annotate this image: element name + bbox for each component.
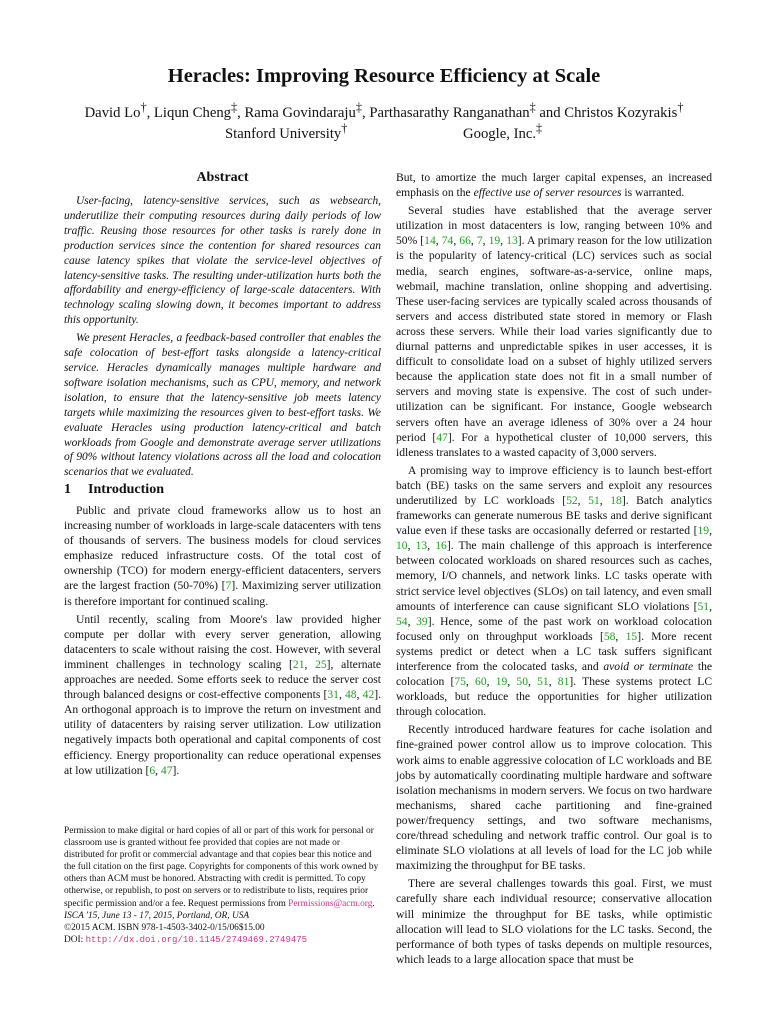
text-run: ]. More recent systems predict or detect when a LC task suffers significant interference from the colocated tasks, and bbox=[396, 629, 712, 673]
citation-link[interactable]: 31 bbox=[327, 688, 339, 702]
citation-link[interactable]: 47 bbox=[160, 763, 173, 777]
copyright-footnote bbox=[64, 825, 381, 946]
citation-link[interactable]: 51 bbox=[537, 675, 549, 689]
permissions-email-link[interactable]: Permissions@acm.org bbox=[288, 898, 373, 909]
citation-link[interactable]: 15 bbox=[625, 629, 638, 643]
text-run: Public and private cloud frameworks allow us to host an increasing number of workloads in large-scale datacenters with tens of thousands of servers. The business models for cloud services emphasize reduced infrastructure costs. Of the total cost of ownership (TCO) for modern energy-efficient datacenters, servers are the largest fraction (50-70%) [ bbox=[64, 504, 381, 593]
citation-link[interactable]: 74 bbox=[441, 234, 454, 248]
citation-link[interactable]: 6 bbox=[149, 763, 156, 777]
text-run: ]. Hence, some of the past work on workload colocation focused only on throughput workloads [ bbox=[396, 614, 712, 643]
author-conjunction: and bbox=[539, 104, 561, 121]
citation-list: 58, 15 bbox=[603, 629, 638, 643]
text-run: ]. bbox=[172, 763, 180, 777]
citation-link[interactable]: 66 bbox=[459, 234, 471, 248]
citation-list: 52, 51, 18 bbox=[566, 493, 622, 507]
citation-link[interactable]: 39 bbox=[416, 614, 428, 628]
citation-link[interactable]: 19 bbox=[488, 234, 501, 248]
text-run: the colocation [ bbox=[396, 660, 713, 689]
author-mark: † bbox=[677, 100, 684, 114]
author-name: David Lo bbox=[84, 104, 141, 121]
citation-link[interactable]: 19 bbox=[495, 675, 508, 689]
paragraph: There are several challenges towards this goal. First, we must carefully share each individual resource; conservative allocation will minimize the throughput for BE tasks, while optimistic allocation will lead to SLO violations for the LC tasks. Second, the performance of both types of tasks depends on multiple resources, which leads to a large allocation space that must be bbox=[396, 877, 712, 966]
citation-link[interactable]: 58 bbox=[603, 629, 616, 643]
citation-link[interactable]: 51 bbox=[588, 493, 600, 507]
paragraph bbox=[64, 503, 381, 609]
citation-link[interactable]: 60 bbox=[475, 675, 487, 689]
citation-list: 19, 10, 13, 16 bbox=[396, 524, 712, 553]
author-name: Christos Kozyrakis bbox=[564, 104, 678, 121]
right-column bbox=[396, 170, 712, 970]
citation-link[interactable]: 19 bbox=[697, 524, 710, 538]
text-run: Until recently, scaling from Moore's law provided higher compute per dollar with every server generation, allowing datacenters to scale without raising the cost. However, with several imminent challenges in technology scaling [ bbox=[64, 612, 381, 671]
paragraph bbox=[396, 203, 712, 460]
abstract-heading: Abstract bbox=[196, 170, 249, 185]
author-mark: ‡ bbox=[355, 100, 362, 114]
text-run: Several studies have established that the average server utilization in most datacenters is low, ranging between 10% and 50% [ bbox=[396, 204, 712, 248]
citation-link[interactable]: 14 bbox=[424, 234, 436, 248]
author-mark: ‡ bbox=[529, 100, 536, 114]
abstract-body bbox=[64, 194, 381, 483]
abstract-paragraph: User-facing, latency-sensitive services, such as websearch, underutilize their computing resources during daily periods of low traffic. Reusing those resources for other tasks is rarely done in production services since the contention for shared resources can cause latency spikes that violate the service-level objectives of latency-sensitive tasks. The resulting under-utilization hurts both the affordability and energy-efficiency of large-scale datacenters. With technology scaling slowing down, it becomes important to address this opportunity. bbox=[64, 195, 381, 327]
citation-link[interactable]: 7 bbox=[476, 234, 483, 248]
affiliation-mark: † bbox=[341, 121, 348, 135]
text-run: ]. Batch analytics frameworks can generate numerous BE tasks and derive significant value even if these tasks are occasionally deferred or restarted [ bbox=[396, 493, 713, 538]
doi-link[interactable]: http://dx.doi.org/10.1145/2749469.2749475 bbox=[85, 934, 308, 945]
text-run: ]. An orthogonal approach is to improve the return on investment and utility of datacenters by raising server utilization. Low utilization negatively impacts both operational and capital components of cost efficiency. Energy proportionality can reduce operational expenses at low utilization [ bbox=[64, 688, 381, 777]
citation-link[interactable]: 18 bbox=[610, 493, 622, 507]
text-run: But, to amortize the much larger capital expenses, an increased emphasis on the bbox=[396, 171, 712, 200]
doi-line bbox=[64, 934, 381, 946]
text-run: ]. A primary reason for the low utilization is the popularity of latency-critical (LC) services such as social media, search engines, software-as-a-service, online maps, webmail, machine translation, online shopping and advertising. These user-facing services are typically scaled across thousands of servers and access distributed state stored in memory or Flash across these servers. While their load varies significantly due to diurnal patterns and unpredictable spikes in user accesses, it is difficult to consolidate load on a subset of highly utilized servers because the application state does not fit in a small number of servers and moving state is expensive. The cost of such under-utilization can be significant. For instance, Google websearch servers often have an average idleness of 30% over a 24 hour period [ bbox=[396, 234, 713, 444]
citation-list: 51, 54, 39 bbox=[396, 599, 712, 628]
text-run: ], alternate approaches are needed. Some efforts seek to reduce the server cost through balanced designs or cost-effective components [ bbox=[64, 657, 381, 702]
affiliation-google bbox=[463, 119, 542, 144]
section-heading-introduction bbox=[64, 482, 164, 498]
conference-info: ISCA '15, June 13 - 17, 2015, Portland, OR, USA bbox=[64, 910, 250, 921]
doi-label: DOI: bbox=[64, 934, 86, 945]
paper-title: Heracles: Improving Resource Efficiency at Scale bbox=[167, 65, 601, 87]
section-title: Introduction bbox=[88, 482, 164, 497]
author-mark: ‡ bbox=[231, 100, 238, 114]
permission-notice bbox=[64, 825, 381, 910]
citation-link[interactable]: 21 bbox=[292, 657, 305, 671]
text-run: A promising way to improve efficiency is to launch best-effort batch (BE) tasks on the same servers and exploit any resources underutilized by LC workloads [ bbox=[396, 463, 712, 507]
emphasis: effective use of server resources bbox=[473, 186, 622, 200]
citation-list: 14, 74, 66, 7, 19, 13 bbox=[424, 234, 518, 248]
citation-link[interactable]: 50 bbox=[516, 675, 528, 689]
paragraph bbox=[396, 463, 712, 720]
introduction-body bbox=[64, 503, 381, 781]
citation-link[interactable]: 10 bbox=[396, 539, 408, 553]
citation-link[interactable]: 51 bbox=[697, 599, 710, 613]
citation-link[interactable]: 13 bbox=[506, 234, 518, 248]
citation-link[interactable]: 47 bbox=[436, 430, 448, 444]
paragraph: Until recently, scaling from Moore's law provided higher compute per dollar with every server generation, allowing datacenters to scale without raising the cost. However, with several imminent challenges in technology scaling [21, 25], alternate approaches are needed. Some efforts seek to reduce the server cost through balanced designs or cost-effective components [31, 48, 42]. An orthogonal approach is to improve the return on investment and utility of datacenters by raising server utilization. Low utilization negatively impacts both operational and capital components of cost efficiency. Energy proportionality can reduce operational expenses at low utilization [6, 47]. bbox=[64, 612, 381, 777]
citation-link[interactable]: 48 bbox=[345, 688, 357, 702]
copyright-line: ©2015 ACM. ISBN 978-1-4503-3402-0/15/06$15.00 bbox=[64, 922, 265, 933]
citation-link[interactable]: 54 bbox=[396, 614, 408, 628]
text-run: ]. The main challenge of this approach is interference between colocated workloads on shared resources such as caches, memory, I/O channels, and network links. LC tasks operate with strict service level objectives (SLOs) on tail latency, and even small amounts of interference can cause significant SLO violations [ bbox=[396, 539, 713, 613]
emphasis: avoid or terminate bbox=[603, 660, 694, 673]
paragraph: Recently introduced hardware features for cache isolation and fine-grained power control allow us to improve colocation. This work aims to enable aggressive colocation of LC workloads and BE jobs by automatically coordinating multiple hardware and software isolation mechanisms in modern servers. We focus on two hardware mechanisms, shared cache partitioning and fine-grained power/frequency settings, and two software mechanisms, core/thread scheduling and network traffic control. Our goal is to eliminate SLO violations at all levels of load for the LC job while maximizing the throughput for BE tasks. bbox=[396, 723, 712, 873]
author-mark: † bbox=[140, 100, 147, 114]
text-run: . bbox=[372, 898, 375, 909]
author-name: Liqun Cheng bbox=[153, 104, 232, 121]
citation-link[interactable]: 25 bbox=[315, 657, 327, 671]
author-name: Parthasarathy Ranganathan bbox=[369, 104, 530, 121]
text-run: ]. These systems protect LC workloads, but reduce the opportunities for higher utilization through colocation. bbox=[396, 675, 713, 719]
citation-link[interactable]: 13 bbox=[415, 539, 428, 553]
text-run: ]. For a hypothetical cluster of 10,000 servers, this idleness translates to a wasted capacity of 3,000 servers. bbox=[396, 430, 712, 459]
citation-link[interactable]: 16 bbox=[435, 539, 447, 553]
affiliation-name: Google, Inc. bbox=[463, 125, 537, 142]
text-run: Permission to make digital or hard copies of all or part of this work for personal or classroom use is granted without fee provided that copies are not made or distributed for profit or commercial advantage and that copies bear this notice and the full citation on the first page. Copyrights for components of this work owned by others than ACM must be honored. Abstracting with credit is permitted. To copy otherwise, or republish, to post on servers or to redistribute to lists, requires prior specific permission and/or a fee. Request permissions from bbox=[64, 826, 379, 909]
affiliation-name: Stanford University bbox=[225, 125, 342, 142]
affiliation-stanford bbox=[225, 119, 347, 144]
text-run: is warranted. bbox=[621, 186, 685, 200]
citation-link[interactable]: 52 bbox=[566, 493, 578, 507]
section-number: 1 bbox=[64, 482, 71, 497]
citation-link[interactable]: 7 bbox=[225, 579, 232, 593]
affiliation-mark: ‡ bbox=[536, 121, 543, 135]
citation-link[interactable]: 42 bbox=[362, 688, 375, 702]
abstract-paragraph: We present Heracles, a feedback-based controller that enables the safe colocation of best-effort tasks alongside a latency-critical service. Heracles dynamically manages multiple hardware and software isolation mechanisms, such as CPU, memory, and network isolation, to ensure that the latency-sensitive job meets latency targets while maximizing the resources given to best-effort tasks. We evaluate Heracles using production latency-critical and batch workloads from Google and demonstrate average server utilizations of 90% without latency violations across all the load and colocation scenarios that we evaluated. bbox=[64, 332, 381, 479]
text-run: ]. Maximizing server utilization is therefore important for continued scaling. bbox=[64, 579, 381, 608]
citation-link[interactable]: 75 bbox=[454, 675, 466, 689]
citation-list: 75, 60, 19, 50, 51, 81 bbox=[454, 675, 570, 689]
author-name: Rama Govindaraju bbox=[244, 104, 356, 121]
paragraph bbox=[396, 170, 712, 200]
author-list: David Lo†, Liqun Cheng‡, Rama Govindaraju‡, Parthasarathy Ranganathan‡ and Christos Kozyrakis† bbox=[84, 100, 684, 121]
citation-link[interactable]: 81 bbox=[557, 675, 570, 689]
